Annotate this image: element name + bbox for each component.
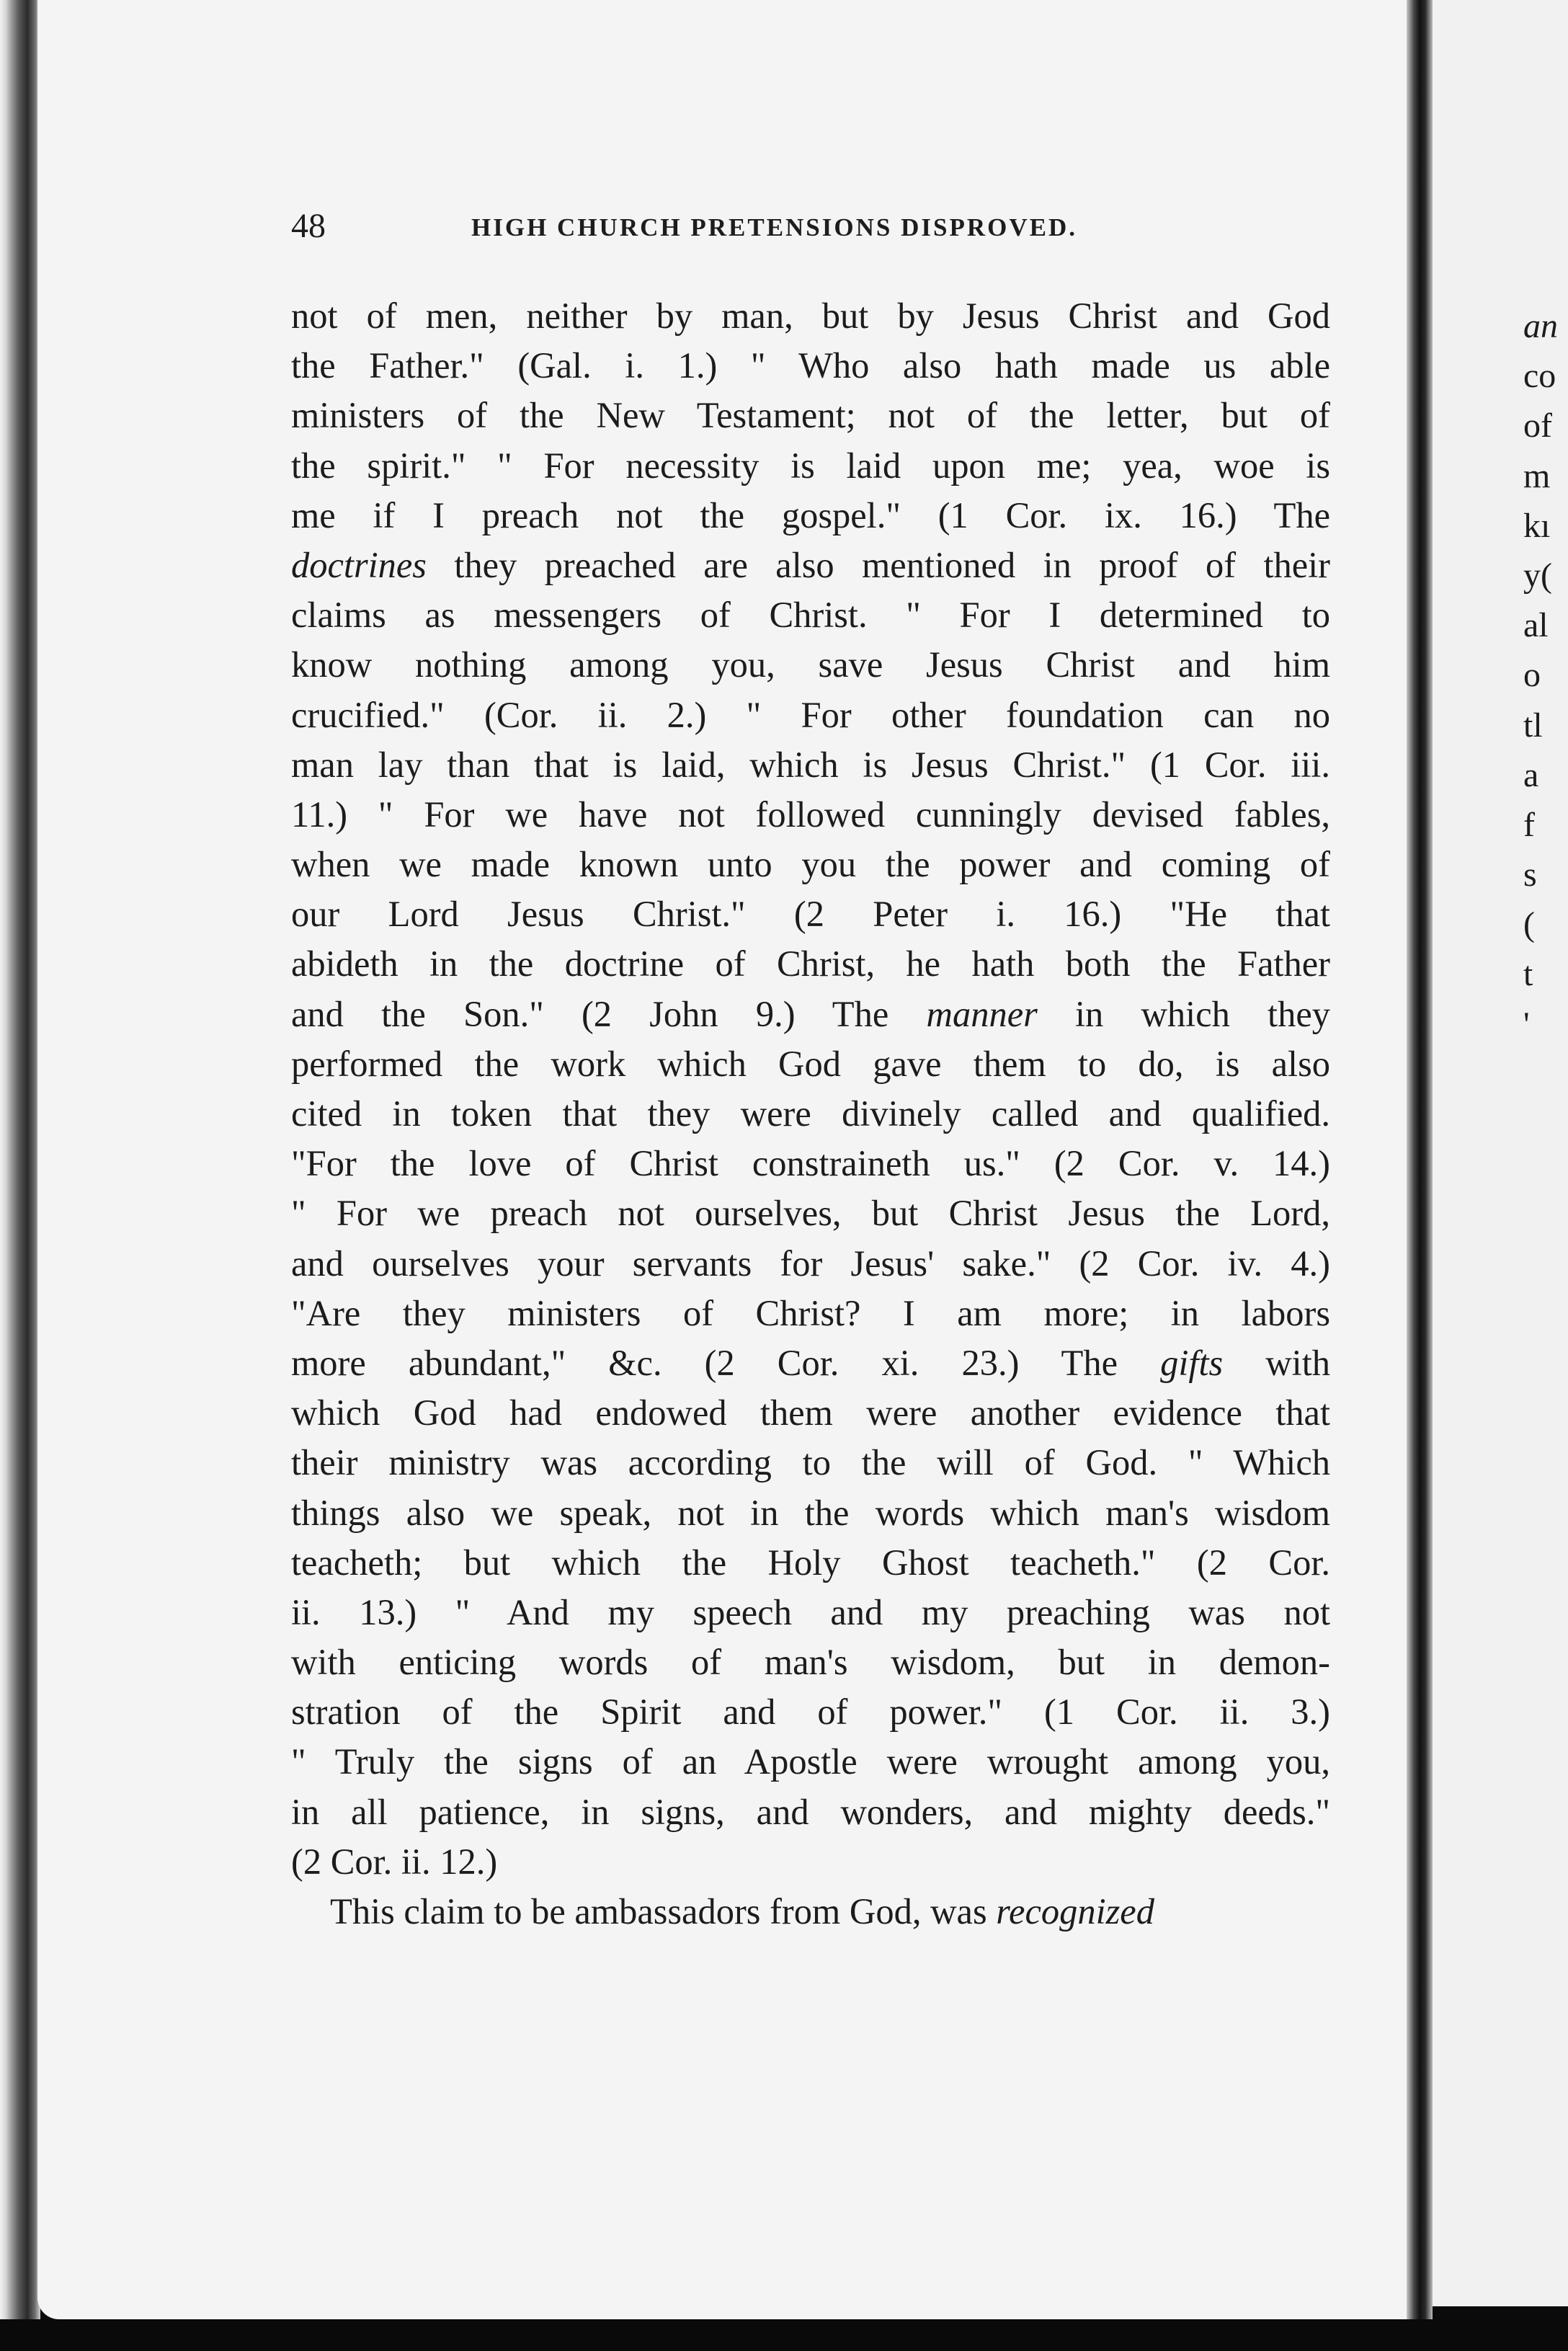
text-run: performed the work which God gave them to do, is also xyxy=(291,1043,1330,1084)
text-run: " Truly the signs of an Apostle were wrought among you, xyxy=(291,1741,1330,1782)
italic-run: manner xyxy=(926,993,1038,1034)
text-line xyxy=(291,690,1330,740)
text-run: with enticing words of man's wisdom, but in demon- xyxy=(291,1642,1330,1683)
scan-border xyxy=(0,2319,1568,2351)
text-run: with xyxy=(1223,1342,1330,1383)
text-run: the Father." (Gal. i. 1.) " Who also hath made us able xyxy=(291,345,1330,386)
text-run: stration of the Spirit and of power." (1 Cor. ii. 3.) xyxy=(291,1692,1330,1733)
text-run: and ourselves your servants for Jesus' sake." (2 Cor. iv. 4.) xyxy=(291,1243,1330,1284)
body-text xyxy=(291,291,1330,1937)
text-line xyxy=(291,1787,1330,1837)
facing-page-fragment: y( xyxy=(1523,556,1552,595)
text-run: ii. 13.) " And my speech and my preaching was not xyxy=(291,1591,1330,1632)
text-line xyxy=(291,1837,1330,1887)
text-run: not of men, neither by man, but by Jesus Christ and God xyxy=(291,295,1330,336)
left-page-edge xyxy=(0,0,40,2351)
text-run: when we made known unto you the power and coming of xyxy=(291,844,1330,885)
text-line xyxy=(291,341,1330,391)
facing-page-fragment: co xyxy=(1523,357,1556,396)
text-line xyxy=(291,1538,1330,1588)
text-run: and the Son." (2 John 9.) The xyxy=(291,993,927,1034)
facing-page-fragment: al xyxy=(1523,606,1549,645)
text-line xyxy=(291,1338,1330,1388)
text-line xyxy=(291,740,1330,790)
text-run: know nothing among you, save Jesus Christ and him xyxy=(291,644,1330,685)
running-title: HIGH CHURCH PRETENSIONS DISPROVED. xyxy=(471,213,1077,241)
text-line xyxy=(291,1239,1330,1289)
text-run: me if I preach not the gospel." (1 Cor. ix. 16.) The xyxy=(291,494,1330,535)
text-line xyxy=(291,541,1330,590)
text-line xyxy=(291,889,1330,939)
text-run: claims as messengers of Christ. " For I determined to xyxy=(291,595,1330,636)
text-run: "Are they ministers of Christ? I am more; in labors xyxy=(291,1292,1330,1333)
text-run: man lay than that is laid, which is Jesus Christ." (1 Cor. iii. xyxy=(291,744,1330,785)
text-line xyxy=(291,391,1330,440)
text-line xyxy=(291,640,1330,690)
text-line xyxy=(291,1089,1330,1139)
text-line xyxy=(291,1139,1330,1188)
text-run: our Lord Jesus Christ." (2 Peter i. 16.) "He that xyxy=(291,894,1330,935)
text-line xyxy=(291,990,1330,1039)
facing-page-fragment: f xyxy=(1523,805,1535,844)
facing-page-fragment: ( xyxy=(1523,905,1535,944)
text-run: " For we preach not ourselves, but Christ Jesus the Lord, xyxy=(291,1193,1330,1234)
text-run: ministers of the New Testament; not of the letter, but of xyxy=(291,395,1330,436)
text-line xyxy=(291,1488,1330,1538)
text-line xyxy=(291,1388,1330,1438)
text-line xyxy=(291,939,1330,989)
facing-page-fragment: of xyxy=(1523,406,1552,445)
text-line xyxy=(291,1438,1330,1488)
facing-page-text xyxy=(1523,301,1568,1049)
facing-page-fragment: an xyxy=(1523,307,1558,345)
book-gutter xyxy=(1407,0,1433,2351)
text-run: teacheth; but which the Holy Ghost teacheth." (2 Cor. xyxy=(291,1542,1330,1583)
text-line xyxy=(291,1887,1330,1937)
text-run: in which they xyxy=(1037,993,1330,1034)
italic-run: recognized xyxy=(996,1891,1154,1932)
text-line xyxy=(291,1039,1330,1089)
text-line xyxy=(291,291,1330,341)
italic-run: gifts xyxy=(1160,1342,1224,1383)
text-line xyxy=(291,1588,1330,1637)
text-line xyxy=(291,441,1330,491)
facing-page-fragment: m xyxy=(1523,456,1551,495)
text-run: crucified." (Cor. ii. 2.) " For other foundation can no xyxy=(291,694,1330,735)
facing-page-fragment: kı xyxy=(1523,506,1551,545)
facing-page-fragment: t xyxy=(1523,955,1533,994)
text-line xyxy=(291,840,1330,889)
text-run: This claim to be ambassadors from God, was xyxy=(330,1891,997,1932)
text-line xyxy=(291,590,1330,640)
italic-run: doctrines xyxy=(291,544,427,585)
facing-page-fragment: o xyxy=(1523,656,1541,695)
text-run: the spirit." " For necessity is laid upon me; yea, woe is xyxy=(291,445,1330,486)
text-line xyxy=(291,1289,1330,1338)
text-run: they preached are also mentioned in proof of their xyxy=(426,544,1330,585)
text-run: their ministry was according to the will of God. " Which xyxy=(291,1442,1330,1483)
text-run: 11.) " For we have not followed cunningly devised fables, xyxy=(291,794,1330,835)
facing-page-fragment: tl xyxy=(1523,706,1543,745)
facing-page-fragment: ' xyxy=(1523,1005,1530,1044)
text-line xyxy=(291,1637,1330,1687)
running-head xyxy=(291,206,1329,257)
facing-page-fragment: s xyxy=(1523,855,1537,894)
text-run: more abundant," &c. (2 Cor. xi. 23.) The xyxy=(291,1342,1161,1383)
page-number: 48 xyxy=(291,207,326,245)
text-run: cited in token that they were divinely called and qualified. xyxy=(291,1093,1330,1134)
text-line xyxy=(291,491,1330,541)
text-line xyxy=(291,1737,1330,1787)
text-line xyxy=(291,790,1330,840)
text-run: in all patience, in signs, and wonders, and mighty deeds." xyxy=(291,1791,1330,1832)
facing-page-fragment: a xyxy=(1523,755,1539,794)
text-line xyxy=(291,1188,1330,1238)
text-run: things also we speak, not in the words which man's wisdom xyxy=(291,1492,1330,1533)
text-run: "For the love of Christ constraineth us." (2 Cor. v. 14.) xyxy=(291,1143,1330,1184)
text-line xyxy=(291,1687,1330,1737)
text-run: abideth in the doctrine of Christ, he hath both the Father xyxy=(291,943,1330,985)
text-run: which God had endowed them were another evidence that xyxy=(291,1392,1330,1434)
text-run: (2 Cor. ii. 12.) xyxy=(291,1841,498,1882)
